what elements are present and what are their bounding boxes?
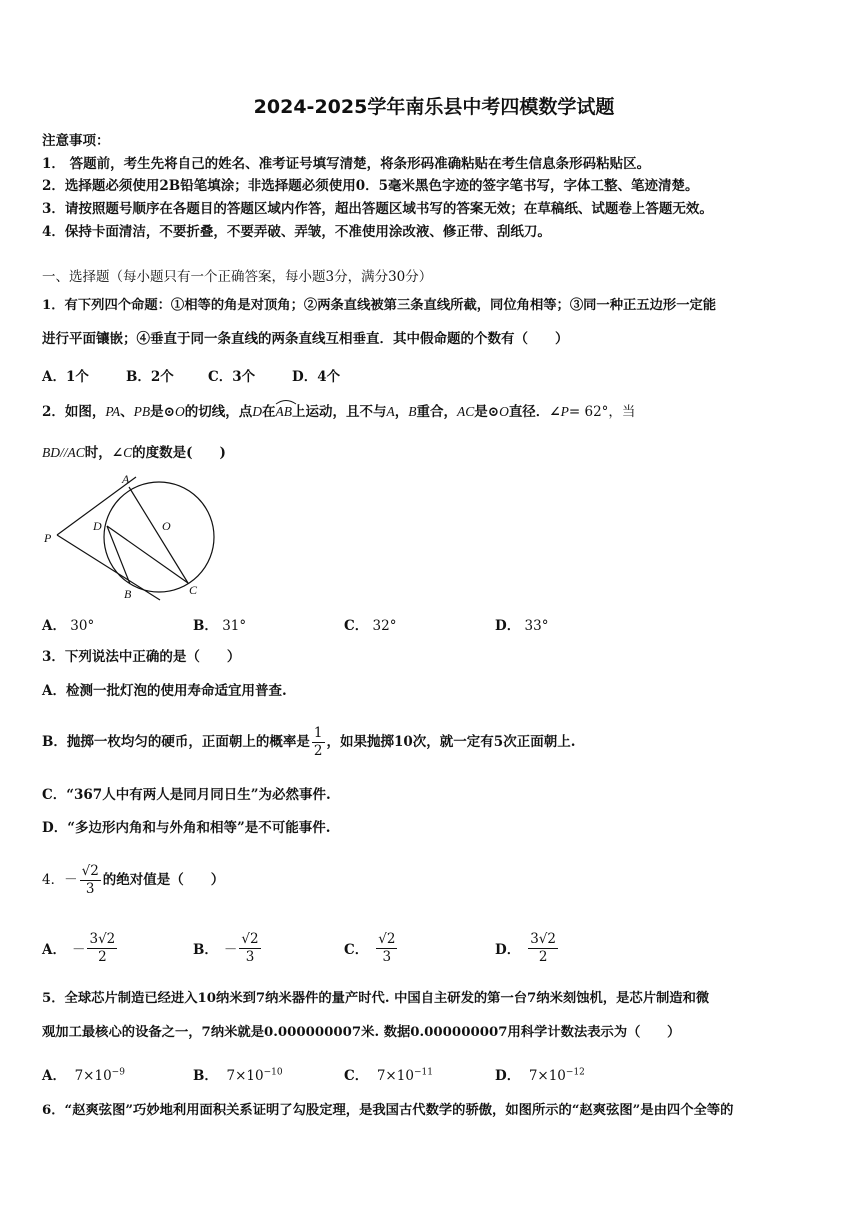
option-exponent: −9: [111, 1067, 125, 1078]
label-p: P: [44, 531, 52, 545]
q2-figure: [38, 470, 228, 605]
q5-option-c[interactable]: [344, 1064, 433, 1084]
option-label: A．: [42, 942, 66, 958]
numerator: 3√2: [530, 930, 556, 947]
fraction: [312, 725, 325, 760]
q2-stem-line1: [42, 403, 635, 421]
notice-heading: 注意事项：: [42, 133, 110, 149]
q2-text: 是⊙: [150, 404, 175, 420]
q2-text: 时，∠: [84, 445, 124, 461]
q2-var: A: [386, 404, 395, 419]
q5-option-a[interactable]: [42, 1064, 125, 1084]
q2-var: P: [560, 404, 569, 419]
q3-option-b[interactable]: [42, 722, 575, 762]
option-label: B．: [193, 942, 218, 958]
option-exponent: −11: [413, 1067, 433, 1078]
q2-var: C: [123, 445, 133, 460]
fraction: [87, 931, 117, 966]
numerator: √2: [241, 930, 259, 947]
denominator: 2: [538, 948, 548, 965]
q2-stem-line2: [42, 444, 226, 462]
denominator: 2: [313, 742, 323, 759]
q3-option-c[interactable]: C．“367人中有两人是同月同日生”为必然事件.: [42, 787, 331, 803]
q1-stem-line1: 1．有下列四个命题：①相等的角是对顶角；②两条直线被第三条直线所截，同位角相等；③同一种正五边形一定能: [42, 298, 717, 313]
q2-var: O: [499, 404, 509, 419]
arc-mark-icon: [275, 399, 297, 405]
diameter-ac: [129, 487, 188, 583]
q2-text: 是⊙: [474, 404, 500, 420]
q2-option-d[interactable]: [495, 614, 548, 634]
fraction: [239, 931, 260, 966]
page-title: 2024-2025学年南乐县中考四模数学试题: [253, 96, 615, 118]
q2-var: D: [252, 404, 262, 419]
q1-option-a[interactable]: A．1个: [42, 369, 89, 385]
label-d: D: [93, 519, 102, 533]
q3-stem: 3．下列说法中正确的是（ ）: [42, 649, 241, 665]
q2-text: 重合，: [416, 404, 457, 420]
q1-option-d[interactable]: D．4个: [292, 369, 341, 385]
notice-item: 4．保持卡面清洁，不要折叠，不要弄破、弄皱，不准使用涂改液、修正带、刮纸刀。: [42, 224, 551, 240]
q5-option-d[interactable]: [495, 1064, 585, 1084]
q2-text: 直径．∠: [508, 404, 561, 420]
q4-stem: [42, 858, 224, 902]
fraction: [80, 863, 101, 898]
option-label: C．: [344, 1068, 369, 1084]
option-label: D．: [495, 1068, 521, 1084]
q4-text: 4．－: [42, 872, 78, 888]
q2-var: AC: [456, 404, 475, 419]
notice-item: 1． 答题前，考生先将自己的姓名、准考证号填写清楚，将条形码准确粘贴在考生信息条形码粘贴区。: [42, 156, 651, 172]
q5-stem-line2: 观加工最核心的设备之一，7纳米就是0.000000007米. 数据0.000000007用科学计数法表示为（ ）: [42, 1025, 681, 1040]
denominator: 3: [245, 948, 255, 965]
q3-option-a[interactable]: A．检测一批灯泡的使用寿命适宜用普查.: [42, 683, 287, 699]
option-value: 33°: [524, 618, 549, 634]
q4-option-d[interactable]: [495, 926, 560, 970]
denominator: 3: [382, 948, 392, 965]
q2-option-c[interactable]: [344, 614, 396, 634]
notice-item: 3．请按照题号顺序在各题目的答题区域内作答，超出答题区域书写的答案无效；在草稿纸、试题卷上答题无效。: [42, 201, 713, 217]
q2-text: 的切线，点: [184, 404, 253, 420]
label-b: B: [124, 587, 132, 601]
fraction: [376, 931, 397, 966]
option-base: 7×10: [376, 1068, 414, 1084]
option-label: A．: [42, 618, 66, 634]
denominator: 3: [85, 880, 95, 897]
notice-item: 2．选择题必须使用2B铅笔填涂；非选择题必须使用0．5毫米黑色字迹的签字笔书写，字体工整、笔迹清楚。: [42, 178, 699, 194]
q1-option-b[interactable]: B．2个: [126, 369, 174, 385]
option-label: D．: [495, 618, 521, 634]
sign: －: [71, 942, 86, 958]
q2-var: O: [174, 404, 185, 419]
q5-stem-line1: 5．全球芯片制造已经进入10纳米到7纳米器件的量产时代. 中国自主研发的第一台7纳米刻蚀机，是芯片制造和微: [42, 991, 710, 1006]
q2-var: PB: [133, 404, 151, 419]
section-heading: 一、选择题（每小题只有一个正确答案，每小题3分，满分30分）: [42, 269, 433, 285]
option-base: 7×10: [528, 1068, 566, 1084]
q2-text: 在: [261, 404, 276, 420]
option-label: B．: [193, 618, 218, 634]
tangent-pb: [57, 535, 160, 600]
option-value: 31°: [222, 618, 247, 634]
option-label: C．: [344, 618, 369, 634]
numerator: 3√2: [89, 930, 116, 947]
q2-option-a[interactable]: [42, 614, 94, 634]
option-base: 7×10: [74, 1068, 112, 1084]
label-c: C: [189, 583, 198, 597]
sign: －: [223, 942, 238, 958]
q2-var: AB: [275, 404, 292, 419]
q2-text: 上运动，且不与: [291, 404, 387, 420]
q2-option-b[interactable]: [193, 614, 246, 634]
label-o: O: [162, 519, 171, 533]
q5-option-b[interactable]: [193, 1064, 283, 1084]
q4-option-a[interactable]: [42, 926, 119, 970]
q1-option-c[interactable]: C．3个: [208, 369, 256, 385]
label-a: A: [122, 472, 130, 486]
q2-text: 、: [120, 404, 134, 420]
option-value: 30°: [70, 618, 95, 634]
option-base: 7×10: [226, 1068, 264, 1084]
numerator: √2: [81, 862, 99, 879]
option-exponent: −10: [263, 1067, 283, 1078]
option-exponent: −12: [565, 1067, 585, 1078]
numerator: 1: [313, 724, 323, 741]
option-label: C．: [344, 942, 369, 958]
q6-stem-line1: 6．“赵爽弦图”巧妙地利用面积关系证明了勾股定理，是我国古代数学的骄傲，如图所示的“赵爽弦图”是由四个全等的: [42, 1103, 734, 1118]
option-label: D．: [495, 942, 521, 958]
q2-arc-ab: [275, 403, 292, 421]
q2-var: B: [408, 404, 417, 419]
denominator: 2: [98, 948, 107, 965]
option-value: 32°: [372, 618, 397, 634]
q4-text: 的绝对值是（ ）: [102, 872, 225, 888]
fraction: [528, 931, 558, 966]
option-text: ，如果抛掷10次，就一定有5次正面朝上.: [326, 734, 576, 750]
q2-text: = 62°，当: [568, 404, 636, 420]
q4-option-b[interactable]: [193, 926, 263, 970]
numerator: √2: [378, 930, 396, 947]
q2-text: 的度数是( ): [132, 445, 226, 461]
q2-var: BD//AC: [42, 445, 85, 460]
option-label: B．: [193, 1068, 218, 1084]
q1-stem-line2: 进行平面镶嵌；④垂直于同一条直线的两条直线互相垂直．其中假命题的个数有（ ）: [42, 331, 569, 347]
option-label: A．: [42, 1068, 66, 1084]
q2-var: PA: [105, 404, 121, 419]
q2-text: ，: [394, 404, 409, 420]
q2-text: 2．如图，: [42, 404, 106, 420]
q4-option-c[interactable]: [344, 926, 399, 970]
option-text: B．抛掷一枚均匀的硬币，正面朝上的概率是: [42, 734, 310, 750]
q3-option-d[interactable]: D．“多边形内角和与外角和相等”是不可能事件.: [42, 820, 331, 836]
